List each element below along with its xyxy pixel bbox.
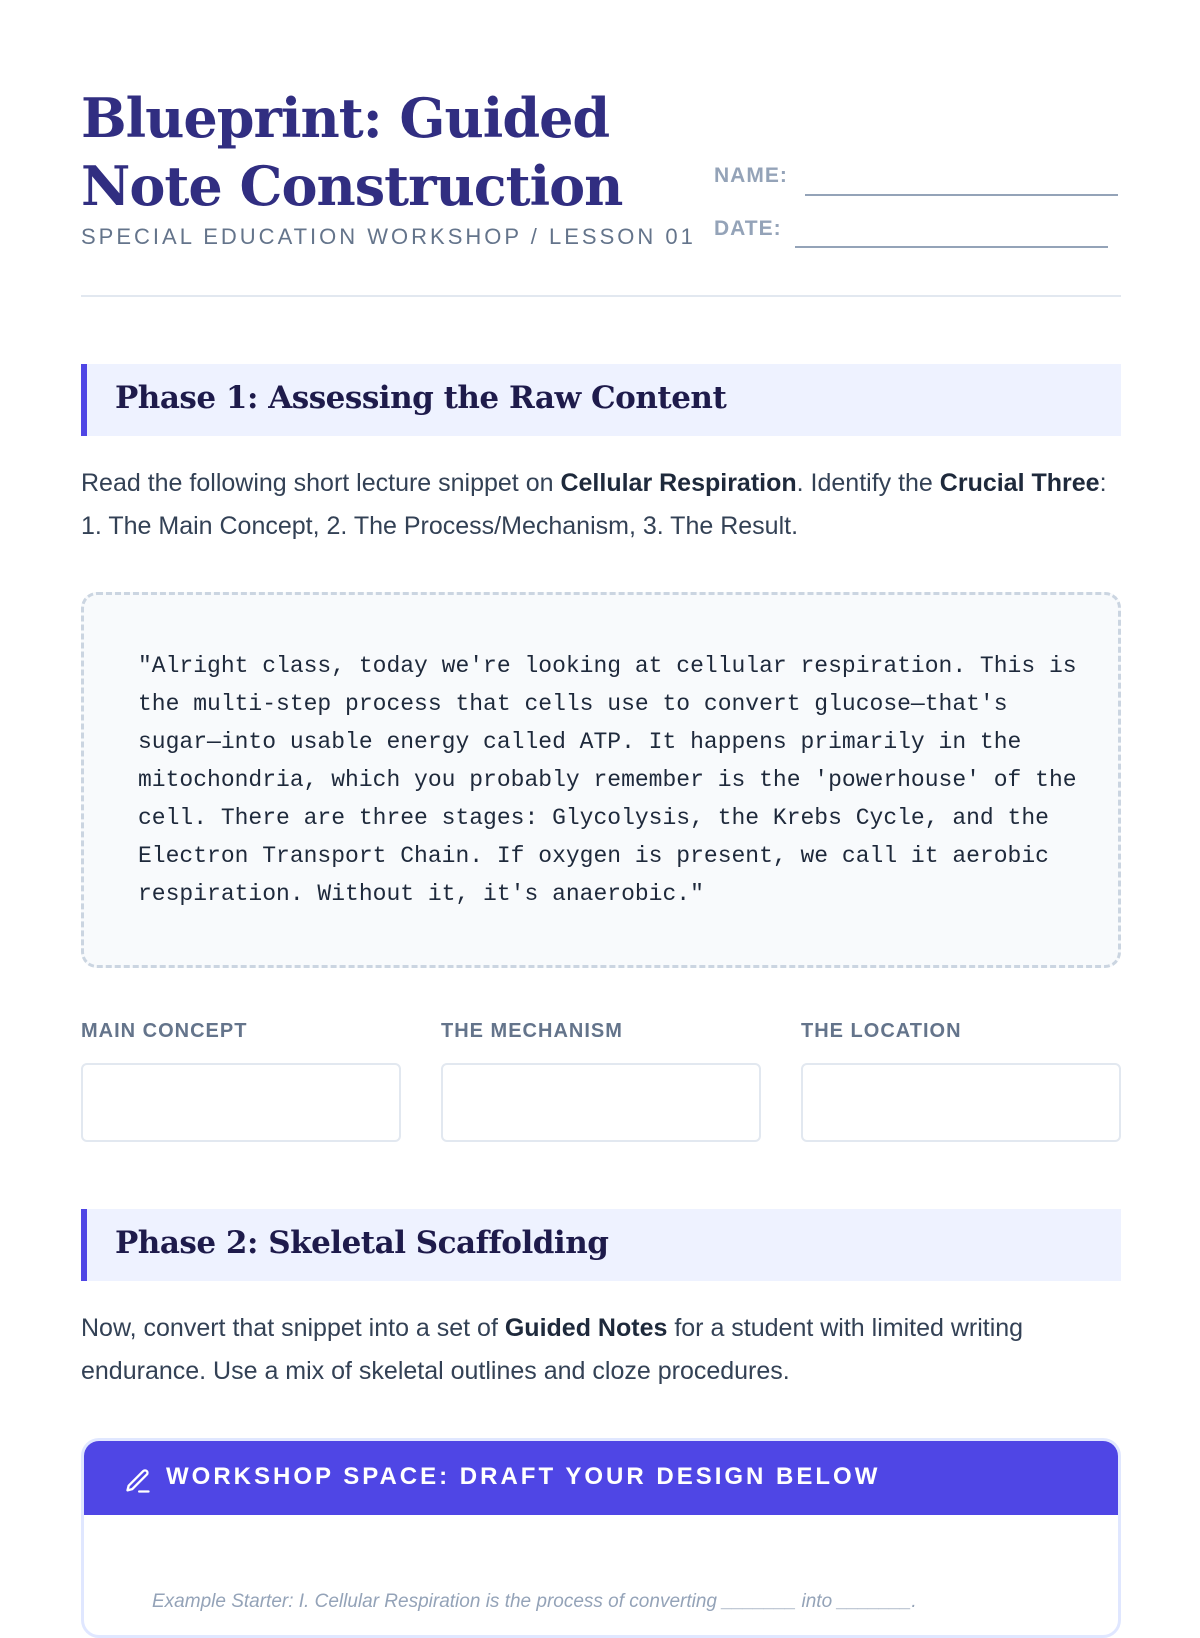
worksheet-header [81,84,1121,298]
instruction-text: . Identify the [796,469,940,497]
title-line-2: Note Construction [81,154,623,218]
pencil-icon [124,1467,152,1495]
name-field[interactable] [805,194,1118,196]
phase-2-title: Phase 2: Skeletal Scaffolding [115,1225,609,1261]
page-title [81,84,641,220]
date-label: DATE: [714,217,782,240]
phase-1-title: Phase 1: Assessing the Raw Content [115,380,727,416]
location-label: THE LOCATION [801,1020,962,1042]
mechanism-input[interactable] [441,1063,761,1142]
title-line-1: Blueprint: Guided [81,86,610,150]
phase-1-instructions [81,462,1121,548]
workshop-title: WORKSHOP SPACE: DRAFT YOUR DESIGN BELOW [166,1463,881,1490]
name-label: NAME: [714,164,788,187]
mechanism-label: THE MECHANISM [441,1020,623,1042]
crucial-three-emphasis: Crucial Three [939,469,1100,497]
workshop-header-bar [84,1441,1118,1515]
phase-1-header [81,364,1121,436]
location-input[interactable] [801,1063,1121,1142]
date-field[interactable] [795,246,1108,248]
guided-notes-emphasis: Guided Notes [504,1314,668,1342]
page-subtitle: SPECIAL EDUCATION WORKSHOP / LESSON 01 [81,224,696,249]
main-concept-input[interactable] [81,1063,401,1142]
topic-emphasis: Cellular Respiration [560,469,797,497]
workshop-starter-placeholder[interactable]: Example Starter: I. Cellular Respiration is the process of converting _______ into _______. [152,1591,917,1612]
workshop-panel [81,1438,1121,1638]
phase-2-instructions [81,1307,1121,1393]
lecture-snippet-text: "Alright class, today we're looking at cellular respiration. This is the multi-step process that cells use to convert glucose—that's sugar—into usable energy called ATP. It happens primarily in the mitochondria, which you probably remember is the 'powerhouse' of the cell. There are three stages: Glycolysis, the Krebs Cycle, and the Electron Transport Chain. If oxygen is present, we call it aerobic respiration. Without it, it's anaerobic." [138,653,1077,907]
instruction-text: Now, convert that snippet into a set of [81,1314,505,1342]
phase-2-header [81,1209,1121,1281]
instruction-text: for a student with limited writing endurance. Use a mix of skeletal outlines and cloze procedures. [81,1314,1024,1385]
header-divider [81,295,1121,297]
instruction-text: Read the following short lecture snippet on [81,469,561,497]
main-concept-label: MAIN CONCEPT [81,1020,248,1042]
instruction-text: : 1. The Main Concept, 2. The Process/Mechanism, 3. The Result. [81,469,1107,540]
lecture-snippet-box [81,592,1121,968]
